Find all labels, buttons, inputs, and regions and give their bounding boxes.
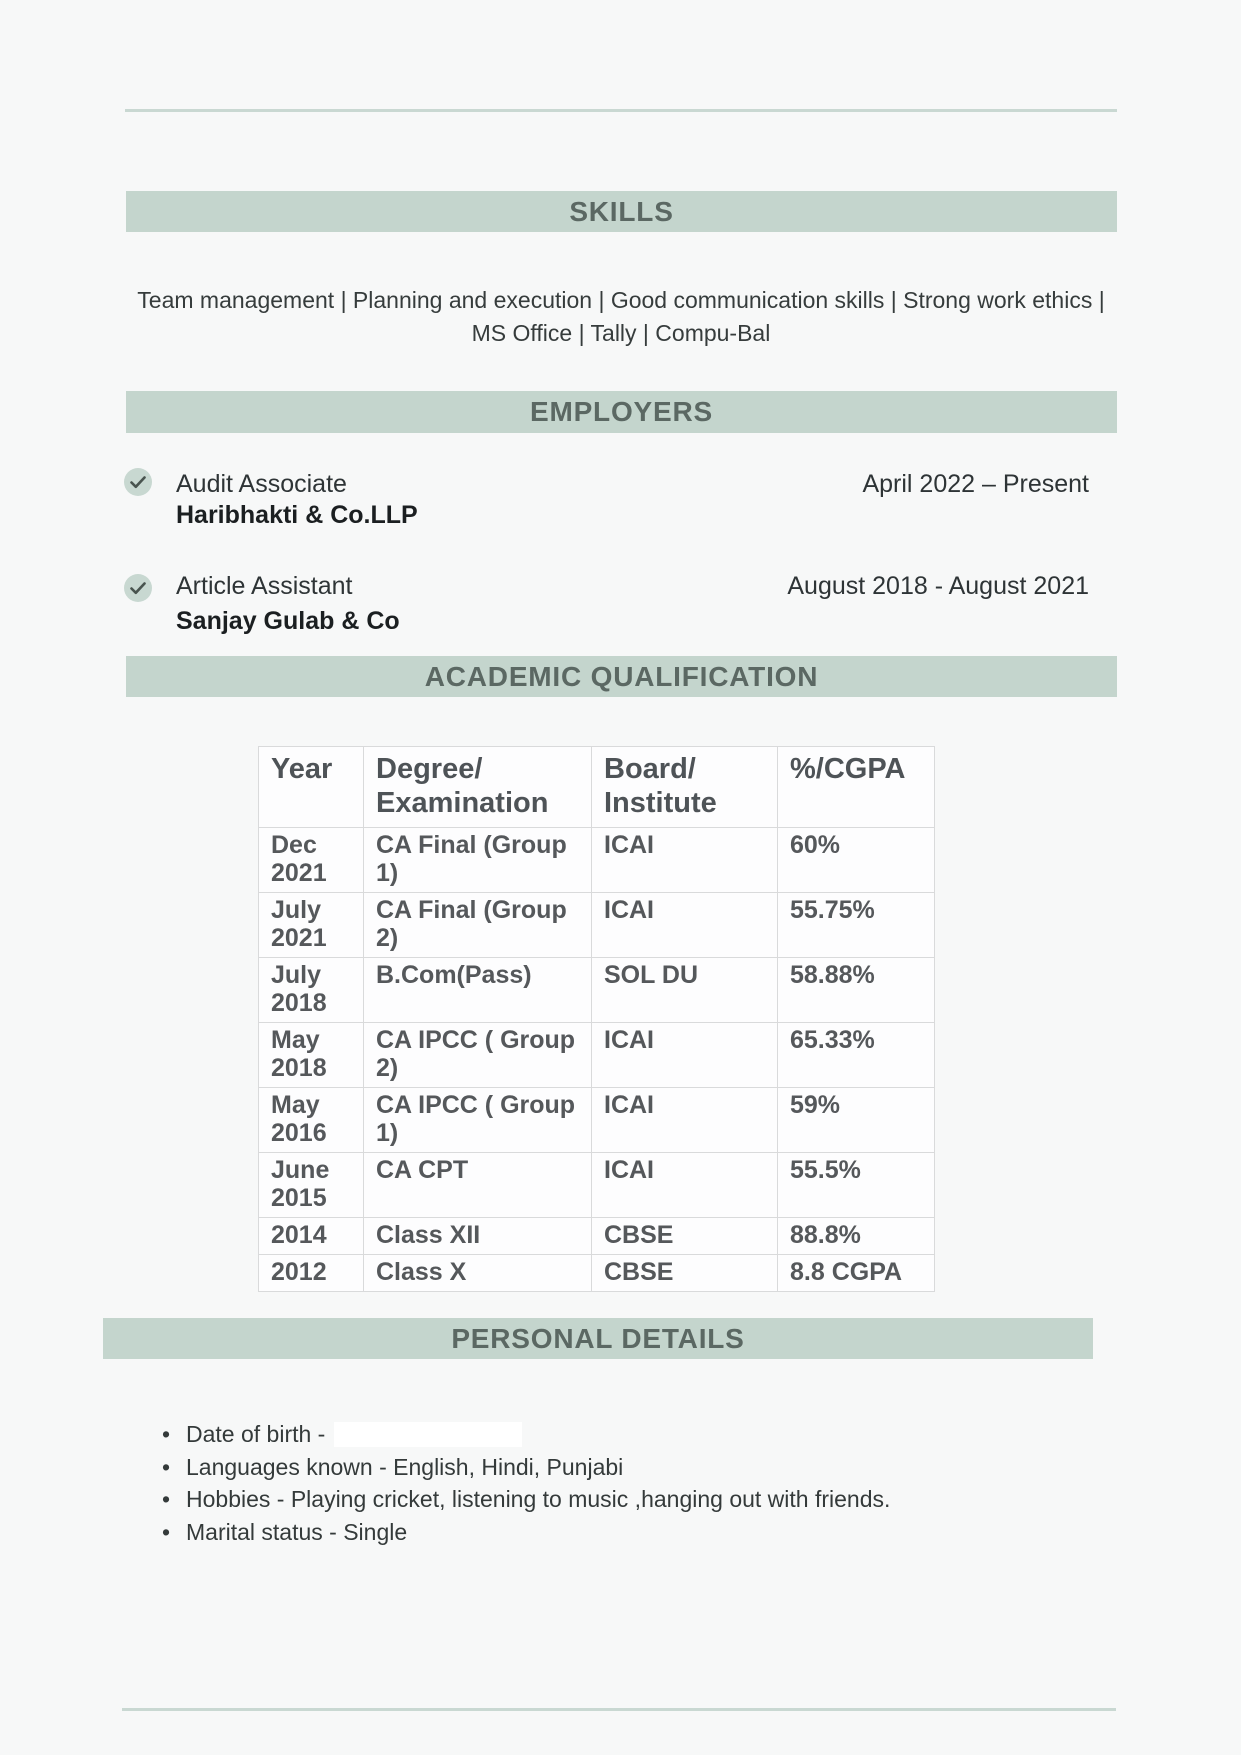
redacted-value: [334, 1422, 522, 1447]
cell-board: ICAI: [592, 828, 778, 893]
job-period: August 2018 - August 2021: [787, 572, 1089, 600]
academic-section-bar: [126, 656, 1117, 697]
cell-degree: CA IPCC ( Group 1): [364, 1088, 592, 1153]
personal-section-title: PERSONAL DETAILS: [451, 1322, 745, 1354]
list-item-date-of-birth: [162, 1418, 1122, 1451]
academic-section-title: ACADEMIC QUALIFICATION: [424, 660, 819, 692]
cell-score: 60%: [778, 828, 935, 893]
job-role: Audit Associate: [176, 470, 347, 498]
list-item-hobbies: • Hobbies - Playing cricket, listening to music ,hanging out with friends.: [162, 1483, 1122, 1516]
qualification-table: [258, 746, 935, 1292]
cell-year: May 2018: [259, 1023, 364, 1088]
col-header-board: Board/ Institute: [592, 747, 778, 828]
employers-section-title: EMPLOYERS: [529, 396, 713, 427]
cell-score: 8.8 CGPA: [778, 1255, 935, 1292]
cell-board: ICAI: [592, 893, 778, 958]
list-item-marital-status: • Marital status - Single: [162, 1516, 1122, 1549]
cell-board: ICAI: [592, 1088, 778, 1153]
table-row: [259, 893, 935, 958]
cell-year: June 2015: [259, 1153, 364, 1218]
cell-year: May 2016: [259, 1088, 364, 1153]
cell-degree: CA Final (Group 2): [364, 893, 592, 958]
cell-score: 55.75%: [778, 893, 935, 958]
cell-year: July 2021: [259, 893, 364, 958]
personal-details-list: [162, 1418, 1122, 1548]
col-header-year: Year: [259, 747, 364, 828]
cell-board: ICAI: [592, 1023, 778, 1088]
skills-text: Team management | Planning and execution | Good communication skills | Strong work ethics | MS Office | Tally | Compu-Bal: [137, 287, 1105, 346]
date-of-birth-label: Date of birth -: [186, 1421, 332, 1447]
cell-year: Dec 2021: [259, 828, 364, 893]
personal-section-bar: [103, 1318, 1093, 1359]
table-row: [259, 828, 935, 893]
cell-board: CBSE: [592, 1218, 778, 1255]
col-header-cgpa: %/CGPA: [778, 747, 935, 828]
table-row: [259, 1218, 935, 1255]
cell-degree: B.Com(Pass): [364, 958, 592, 1023]
cell-board: CBSE: [592, 1255, 778, 1292]
table-row: [259, 1255, 935, 1292]
cell-degree: CA CPT: [364, 1153, 592, 1218]
job-period: April 2022 – Present: [862, 470, 1089, 498]
cell-score: 55.5%: [778, 1153, 935, 1218]
cell-year: July 2018: [259, 958, 364, 1023]
bottom-divider-line: [122, 1708, 1116, 1711]
skills-section-title: SKILLS: [569, 195, 674, 227]
cell-score: 65.33%: [778, 1023, 935, 1088]
job-company: Haribhakti & Co.LLP: [176, 501, 418, 529]
table-header-row: [259, 747, 935, 828]
cell-year: 2014: [259, 1218, 364, 1255]
table-row: [259, 958, 935, 1023]
skills-section-bar: [126, 191, 1117, 232]
cell-degree: Class X: [364, 1255, 592, 1292]
table-row: [259, 1153, 935, 1218]
job-role: Article Assistant: [176, 572, 353, 600]
cell-degree: Class XII: [364, 1218, 592, 1255]
cell-degree: CA Final (Group 1): [364, 828, 592, 893]
list-item-languages: • Languages known - English, Hindi, Punjabi: [162, 1451, 1122, 1484]
job-company: Sanjay Gulab & Co: [176, 607, 400, 635]
cell-score: 59%: [778, 1088, 935, 1153]
table-row: [259, 1088, 935, 1153]
cell-year: 2012: [259, 1255, 364, 1292]
check-icon: [124, 574, 152, 602]
employers-section-bar: [126, 391, 1117, 433]
table-row: [259, 1023, 935, 1088]
top-divider-line: [125, 109, 1117, 112]
cell-score: 58.88%: [778, 958, 935, 1023]
cell-board: SOL DU: [592, 958, 778, 1023]
col-header-degree: Degree/ Examination: [364, 747, 592, 828]
cell-score: 88.8%: [778, 1218, 935, 1255]
cell-board: ICAI: [592, 1153, 778, 1218]
cell-degree: CA IPCC ( Group 2): [364, 1023, 592, 1088]
check-icon: [124, 468, 152, 496]
